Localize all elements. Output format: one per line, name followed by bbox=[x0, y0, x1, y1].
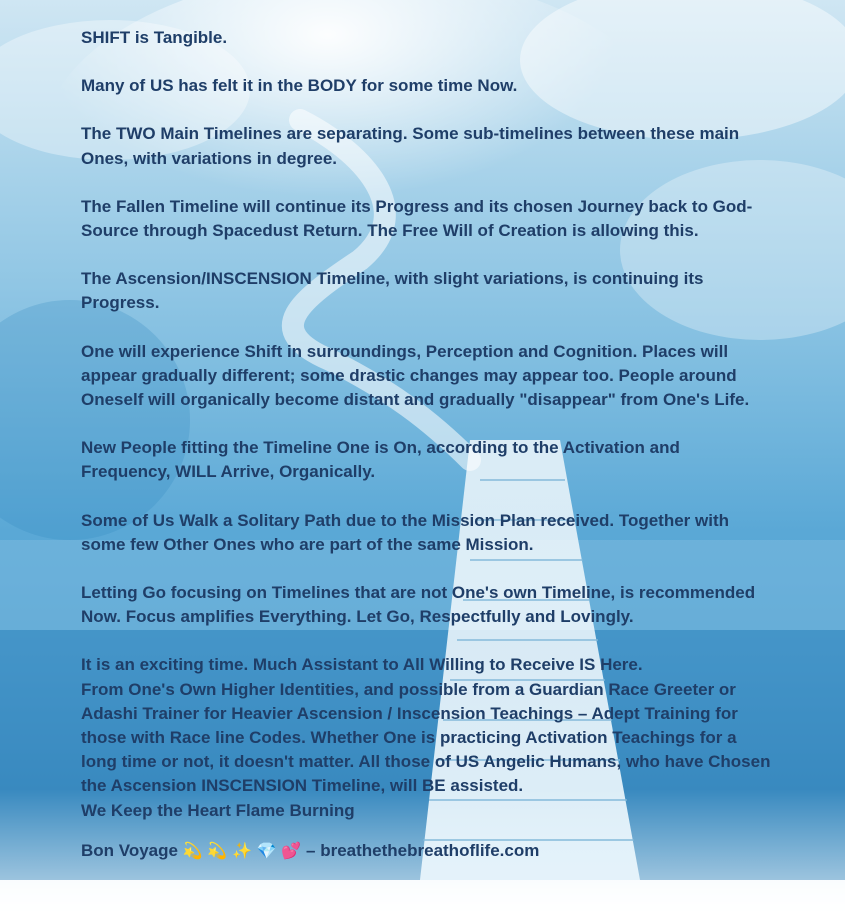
paragraph-new-people: New People fitting the Timeline One is On, according to the Activation and Frequency, WILL Arrive, Organically. bbox=[81, 438, 680, 482]
signoff-label: Bon Voyage bbox=[81, 840, 178, 860]
two-hearts-icon: 💕 bbox=[281, 840, 302, 860]
paragraph-solitary-path: Some of Us Walk a Solitary Path due to the Mission Plan received. Together with some few Other Ones who are part of the same Mission. bbox=[81, 510, 730, 554]
paragraph-shift: SHIFT is Tangible. bbox=[81, 28, 228, 47]
paragraph-body: Many of US has felt it in the BODY for some time Now. bbox=[81, 76, 518, 96]
message-text bbox=[81, 26, 771, 863]
dizzy-star-icon: 💫 bbox=[182, 840, 203, 860]
bottom-fade bbox=[0, 880, 845, 918]
paragraph-fallen-timeline: The Fallen Timeline will continue its Progress and its chosen Journey back to God-Source through Spacedust Return. The Free Will of Creation is allowing this. bbox=[81, 196, 753, 241]
paragraph-ascension-timeline: The Ascension/INSCENSION Timeline, with slight variations, is continuing its Progress. bbox=[81, 269, 704, 313]
closing-line-assistance: From One's Own Higher Identities, and possible from a Guardian Race Greeter or Adashi Trainer for Heavier Ascension / Inscension Teachings – Adept Training for those with Race line Codes. Whether One is practicing Activation Teachings for a long time or not, it doesn't matter. All those of US Angelic Humans, who have Chosen the Ascension INSCENSION Timeline, will BE assisted. bbox=[81, 679, 771, 796]
dizzy-star-icon: 💫 bbox=[207, 840, 228, 860]
signoff-line bbox=[81, 839, 771, 863]
sparkles-icon: ✨ bbox=[232, 840, 252, 860]
gem-icon: 💎 bbox=[256, 840, 277, 860]
website-link[interactable]: breathethebreathoflife.com bbox=[320, 840, 540, 860]
closing-line-heart-flame: We Keep the Heart Flame Burning bbox=[81, 800, 355, 820]
signoff-separator: – bbox=[306, 840, 316, 860]
paragraph-letting-go: Letting Go focusing on Timelines that are not One's own Timeline, is recommended Now. Focus amplifies Everything. Let Go, Respectfully and Lovingly. bbox=[81, 583, 756, 627]
paragraph-timelines: The TWO Main Timelines are separating. Some sub-timelines between these main Ones, with variations in degree. bbox=[81, 124, 740, 168]
paragraph-experience-shift: One will experience Shift in surroundings, Perception and Cognition. Places will appear gradually different; some drastic changes may appear too. People around Oneself will organically become distant and gradually "disappear" from One's Life. bbox=[81, 341, 750, 410]
closing-line-exciting: It is an exciting time. Much Assistant to All Willing to Receive IS Here. bbox=[81, 655, 643, 675]
